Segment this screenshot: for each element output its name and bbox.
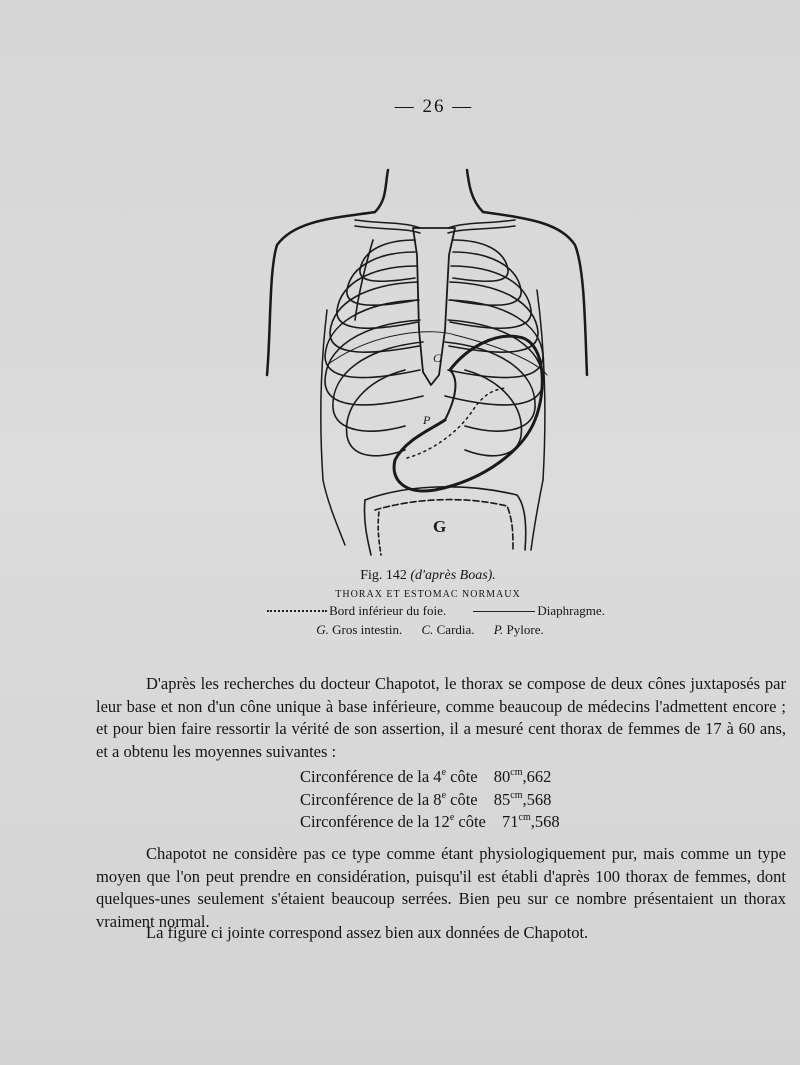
- thorax-stomach-illustration: [255, 160, 615, 560]
- label-intestin: G: [433, 517, 447, 536]
- figure-label: Fig. 142: [360, 568, 407, 583]
- legend-g-text: Gros intestin.: [332, 622, 403, 637]
- solid-line-swatch: [473, 611, 535, 612]
- label-pylore: P: [423, 413, 431, 427]
- measurements-list: [300, 766, 560, 834]
- legend-c-key: C.: [421, 622, 434, 637]
- page-number: — 26 —: [394, 96, 474, 117]
- measurement-row: Circonférence de la 12e côte $71^{cm},568$: [300, 812, 560, 831]
- paragraph-2: Chapotot ne considère pas ce type comme étant physiologiquement pur, mais comme un type moyen que l'on peut prendre en considération, puisqu'il est établi d'après 100 thorax de femmes, dont quelques-unes seulement s'étaient beaucoup serrées. Bien peu sur ce nombre présentaient un thorax vraiment normal.: [96, 844, 786, 931]
- figure-legend-line-2: [30, 622, 800, 638]
- legend-liver: Bord inférieur du foie.: [329, 603, 447, 618]
- paragraph-1: D'après les recherches du docteur Chapotot, le thorax se compose de deux cônes juxtaposés par leur base et non d'un cône unique à base inférieure, comme beaucoup de médecins l'admettent encore ; et pour bien faire ressortir la vérité de son assertion, il a mesuré cent thorax de femmes de 17 à 60 ans, et a obtenu les moyennes suivantes :: [96, 674, 786, 761]
- paragraph-3: La figure ci jointe correspond assez bien aux données de Chapotot.: [146, 923, 589, 942]
- legend-p-text: Pylore.: [506, 622, 544, 637]
- figure-source: (d'après Boas).: [410, 568, 496, 583]
- label-cardia: C: [433, 351, 442, 365]
- legend-p-key: P.: [493, 622, 504, 637]
- measurement-row: Circonférence de la 4e côte $80^{cm},662$: [300, 767, 552, 786]
- figure-caption: [28, 568, 800, 584]
- legend-g-key: G.: [316, 622, 329, 637]
- figure-title: THORAX ET ESTOMAC NORMAUX: [335, 589, 521, 600]
- dotted-line-swatch: [267, 610, 327, 612]
- legend-c-text: Cardia.: [436, 622, 475, 637]
- figure-legend-line-1: [36, 603, 800, 619]
- legend-diaphragm: Diaphragme.: [537, 603, 605, 618]
- measurement-row: Circonférence de la 8e côte $85^{cm},568$: [300, 789, 552, 809]
